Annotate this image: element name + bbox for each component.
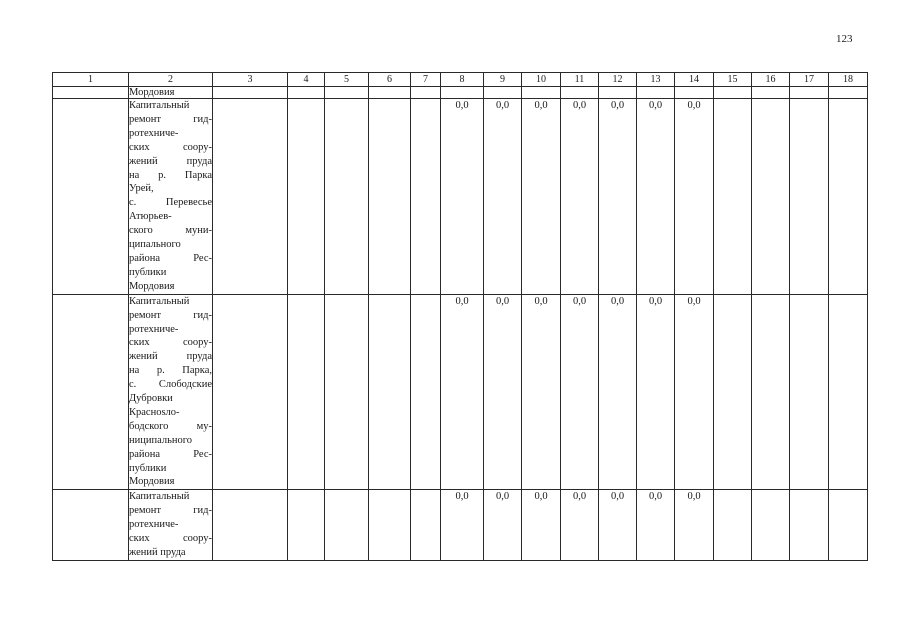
object-name-line: Мордовия <box>129 476 175 488</box>
cell-col-17 <box>790 294 829 490</box>
value-cell-col-14 <box>675 87 714 99</box>
value-cell-col-13: 0,0 <box>637 294 675 490</box>
data-table <box>52 72 868 561</box>
value-cell-col-14: 0,0 <box>675 490 714 561</box>
object-name-line: бодского му- <box>129 420 212 432</box>
cell-col-1 <box>53 99 129 295</box>
cell-col-6 <box>369 490 411 561</box>
cell-col-6 <box>369 87 411 99</box>
value-cell-col-12: 0,0 <box>599 99 637 295</box>
value-cell-col-11: 0,0 <box>561 490 599 561</box>
cell-col-4 <box>288 490 325 561</box>
object-name-line: Мордовия <box>129 280 175 292</box>
cell-col-5 <box>325 294 369 490</box>
cell-col-18 <box>829 490 868 561</box>
object-name-line: Краснosло- <box>129 406 180 418</box>
column-header-5: 5 <box>325 73 369 87</box>
value-cell-col-13: 0,0 <box>637 490 675 561</box>
cell-col-1 <box>53 490 129 561</box>
table-row <box>53 490 868 561</box>
cell-col-4 <box>288 99 325 295</box>
object-name-line: жений пруда <box>129 155 212 167</box>
cell-col-5 <box>325 490 369 561</box>
cell-col-16 <box>752 294 790 490</box>
cell-col-16 <box>752 87 790 99</box>
value-cell-col-9: 0,0 <box>484 294 522 490</box>
object-name-line: ремонт гид- <box>129 113 212 125</box>
object-name-line: на р. Парка, <box>129 365 212 377</box>
object-name-line: ремонт гид- <box>129 505 212 517</box>
object-name-line: ципального <box>129 239 181 251</box>
cell-col-18 <box>829 99 868 295</box>
object-name-line: ротехниче- <box>129 519 179 531</box>
cell-col-3 <box>213 87 288 99</box>
cell-col-16 <box>752 99 790 295</box>
value-cell-col-12: 0,0 <box>599 490 637 561</box>
value-cell-col-10: 0,0 <box>522 490 561 561</box>
cell-col-7 <box>411 99 441 295</box>
object-name-line: ских соору- <box>129 141 212 153</box>
cell-col-1 <box>53 294 129 490</box>
cell-col-15 <box>714 294 752 490</box>
object-name-line: Дубровки <box>129 393 173 405</box>
object-name-line: ниципального <box>129 434 193 446</box>
object-name-line: ских соору- <box>129 337 212 349</box>
value-cell-col-8: 0,0 <box>441 99 484 295</box>
cell-col-7 <box>411 294 441 490</box>
value-cell-col-12 <box>599 87 637 99</box>
column-header-4: 4 <box>288 73 325 87</box>
column-header-2: 2 <box>129 73 213 87</box>
object-name-line: Капитальный <box>129 100 190 111</box>
value-cell-col-10 <box>522 87 561 99</box>
value-cell-col-8: 0,0 <box>441 294 484 490</box>
object-name-line: Атюрьев- <box>129 211 172 223</box>
object-name-line: с. Перевесье <box>129 197 212 209</box>
object-name-cell <box>129 87 213 99</box>
value-cell-col-14: 0,0 <box>675 294 714 490</box>
object-name-cell <box>129 490 213 561</box>
table-row <box>53 87 868 99</box>
cell-col-18 <box>829 87 868 99</box>
header-row <box>53 73 868 87</box>
value-cell-col-11 <box>561 87 599 99</box>
object-name-line: жений пруда <box>129 547 186 558</box>
column-header-11: 11 <box>561 73 599 87</box>
object-name-line: публики <box>129 462 167 474</box>
object-name-line: ского муни- <box>129 225 212 237</box>
object-name-line: жений пруда <box>129 351 212 363</box>
value-cell-col-14: 0,0 <box>675 99 714 295</box>
object-name-line: Капитальный <box>129 491 190 503</box>
column-header-3: 3 <box>213 73 288 87</box>
cell-col-7 <box>411 87 441 99</box>
object-name-line: Мордовия <box>129 87 175 98</box>
value-cell-col-10: 0,0 <box>522 99 561 295</box>
value-cell-col-9 <box>484 87 522 99</box>
column-header-8: 8 <box>441 73 484 87</box>
cell-col-16 <box>752 490 790 561</box>
value-cell-col-13: 0,0 <box>637 99 675 295</box>
value-cell-col-11: 0,0 <box>561 99 599 295</box>
cell-col-18 <box>829 294 868 490</box>
column-header-1: 1 <box>53 73 129 87</box>
object-name-line: ремонт гид- <box>129 309 212 321</box>
column-header-7: 7 <box>411 73 441 87</box>
object-name-line: с. Слободские <box>129 379 212 391</box>
cell-col-17 <box>790 87 829 99</box>
column-header-13: 13 <box>637 73 675 87</box>
column-header-14: 14 <box>675 73 714 87</box>
value-cell-col-13 <box>637 87 675 99</box>
cell-col-4 <box>288 87 325 99</box>
column-header-16: 16 <box>752 73 790 87</box>
column-header-18: 18 <box>829 73 868 87</box>
cell-col-6 <box>369 99 411 295</box>
value-cell-col-9: 0,0 <box>484 99 522 295</box>
value-cell-col-10: 0,0 <box>522 294 561 490</box>
object-name-cell <box>129 294 213 490</box>
page-number: 123 <box>836 33 853 45</box>
value-cell-col-8: 0,0 <box>441 490 484 561</box>
column-header-6: 6 <box>369 73 411 87</box>
cell-col-17 <box>790 99 829 295</box>
column-header-15: 15 <box>714 73 752 87</box>
table-row <box>53 99 868 295</box>
value-cell-col-8 <box>441 87 484 99</box>
object-name-line: района Рес- <box>129 252 212 264</box>
object-name-line: ротехниче- <box>129 127 179 139</box>
column-header-17: 17 <box>790 73 829 87</box>
object-name-line: ротехниче- <box>129 323 179 335</box>
cell-col-15 <box>714 99 752 295</box>
cell-col-5 <box>325 99 369 295</box>
column-header-10: 10 <box>522 73 561 87</box>
cell-col-15 <box>714 490 752 561</box>
cell-col-3 <box>213 294 288 490</box>
object-name-cell <box>129 99 213 295</box>
cell-col-7 <box>411 490 441 561</box>
cell-col-5 <box>325 87 369 99</box>
column-header-9: 9 <box>484 73 522 87</box>
cell-col-3 <box>213 490 288 561</box>
value-cell-col-11: 0,0 <box>561 294 599 490</box>
object-name-line: Урей, <box>129 183 154 195</box>
table-row <box>53 294 868 490</box>
column-header-12: 12 <box>599 73 637 87</box>
cell-col-3 <box>213 99 288 295</box>
cell-col-17 <box>790 490 829 561</box>
cell-col-4 <box>288 294 325 490</box>
object-name-line: Капитальный <box>129 295 190 307</box>
cell-col-15 <box>714 87 752 99</box>
cell-col-6 <box>369 294 411 490</box>
value-cell-col-9: 0,0 <box>484 490 522 561</box>
object-name-line: района Рес- <box>129 448 212 460</box>
object-name-line: на р. Парка <box>129 169 212 181</box>
cell-col-1 <box>53 87 129 99</box>
value-cell-col-12: 0,0 <box>599 294 637 490</box>
object-name-line: публики <box>129 266 167 278</box>
object-name-line: ских соору- <box>129 533 212 545</box>
